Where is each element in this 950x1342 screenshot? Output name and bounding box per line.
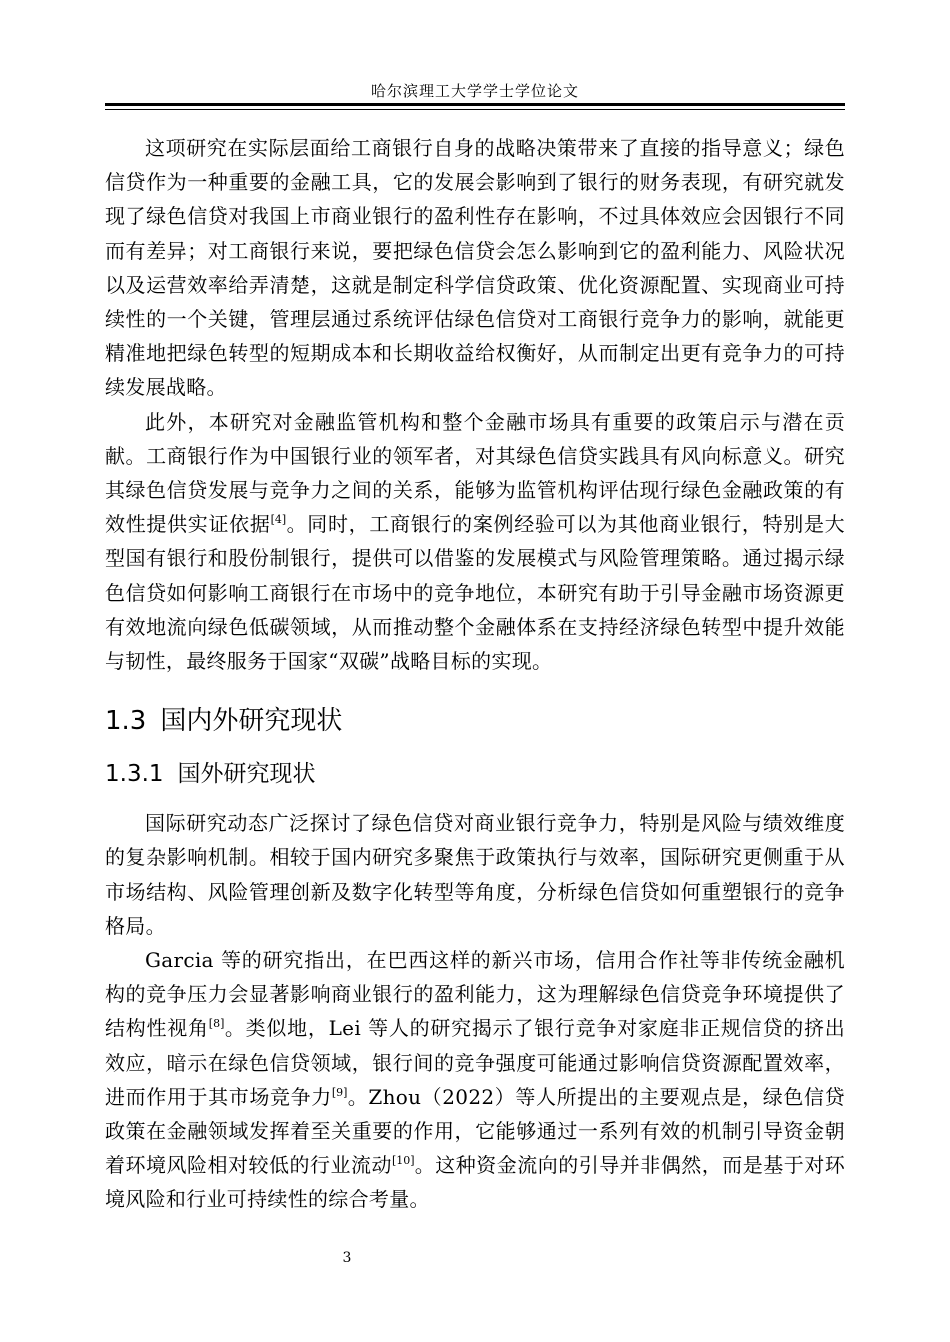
citation-ref: [4] [270,513,287,527]
paragraph-practical-significance [105,131,845,405]
citation-ref: [9] [331,1085,348,1099]
paragraph-text: 。同时，工商银行的案例经验可以为其他商业银行，特别是大型国有银行和股份制银行，提供可以借鉴的发展模式与风险管理策略。通过揭示绿色信贷如何影响工商银行在市场中的竞争地位，本研究有助于引导金融市场资源更有效地流向绿色低碳领域，从而推动整个金融体系在支持经济绿色转型中提升效能与韧性，最终服务于国家“双碳”战略目标的实现。 [105,512,845,674]
paragraph-policy-significance [105,405,845,679]
running-header: 哈尔滨理工大学学士学位论文 [370,82,579,100]
paragraph-text: 这项研究在实际层面给工商银行自身的战略决策带来了直接的指导意义；绿色信贷作为一种重要的金融工具，它的发展会影响到了银行的财务表现，有研究就发现了绿色信贷对我国上市商业银行的盈利性存在影响，不过具体效应会因银行不同而有差异；对工商银行来说，要把绿色信贷会怎么影响到它的盈利能力、风险状况以及运营效率给弄清楚，这就是制定科学信贷政策、优化资源配置、实现商业可持续性的一个关键，管理层通过系统评估绿色信贷对工商银行竞争力的影响，就能更精准地把绿色转型的短期成本和长期收益给权衡好，从而制定出更有竞争力的可持续发展战略。 [105,136,845,400]
citation-ref: [10] [391,1154,415,1168]
paragraph-text: 此外，本研究对金融监管机构和整个金融市场具有重要的政策启示与潜在贡献。工商银行作为中国银行业的领军者，对其绿色信贷实践具有风向标意义。研究其绿色信贷发展与竞争力之间的关系，能够为监管机构评估现行绿色金融政策的有效性提供实证依据 [105,409,845,537]
citation-ref: [8] [208,1017,225,1031]
paragraph-text: 。Zhou（2022）等人所提出的主要观点是，绿色信贷政策在金融领域发挥着至关重要的作用，它能够通过一系列有效的机制引导资金朝着环境风险相对较低的行业流动 [105,1084,845,1178]
paragraph-text: 。类似地，Lei 等人的研究揭示了银行竞争对家庭非正规信贷的挤出效应，暗示在绿色信贷领域，银行间的竞争强度可能通过影响信贷资源配置效率，进而作用于其市场竞争力 [105,1016,845,1109]
paragraph-text: 。这种资金流向的引导并非偶然，而是基于对环境风险和行业可持续性的综合考量。 [105,1153,845,1212]
section-title: 国内外研究现状 [160,706,343,737]
paragraph-international-overview [105,806,845,943]
page-number: 3 [342,1250,352,1266]
header-rule-thick [105,103,845,106]
section-heading-1-3-1 [105,752,845,796]
section-heading-1-3 [105,698,845,744]
section-number: 1.3 [105,706,147,737]
section-number: 1.3.1 [105,761,164,788]
header-rule-thin [105,109,845,110]
section-title: 国外研究现状 [177,761,316,788]
paragraph-text: 国际研究动态广泛探讨了绿色信贷对商业银行竞争力，特别是风险与绩效维度的复杂影响机制。相较于国内研究多聚焦于政策执行与效率，国际研究更侧重于从市场结构、风险管理创新及数字化转型等角度，分析绿色信贷如何重塑银行的竞争格局。 [105,811,845,938]
paragraph-text: Garcia 等的研究指出，在巴西这样的新兴市场，信用合作社等非传统金融机构的竞争压力会显著影响商业银行的盈利能力，这为理解绿色信贷竞争环境提供了结构性视角 [105,948,845,1041]
body-text [105,131,845,1217]
paragraph-literature-review [105,943,845,1217]
